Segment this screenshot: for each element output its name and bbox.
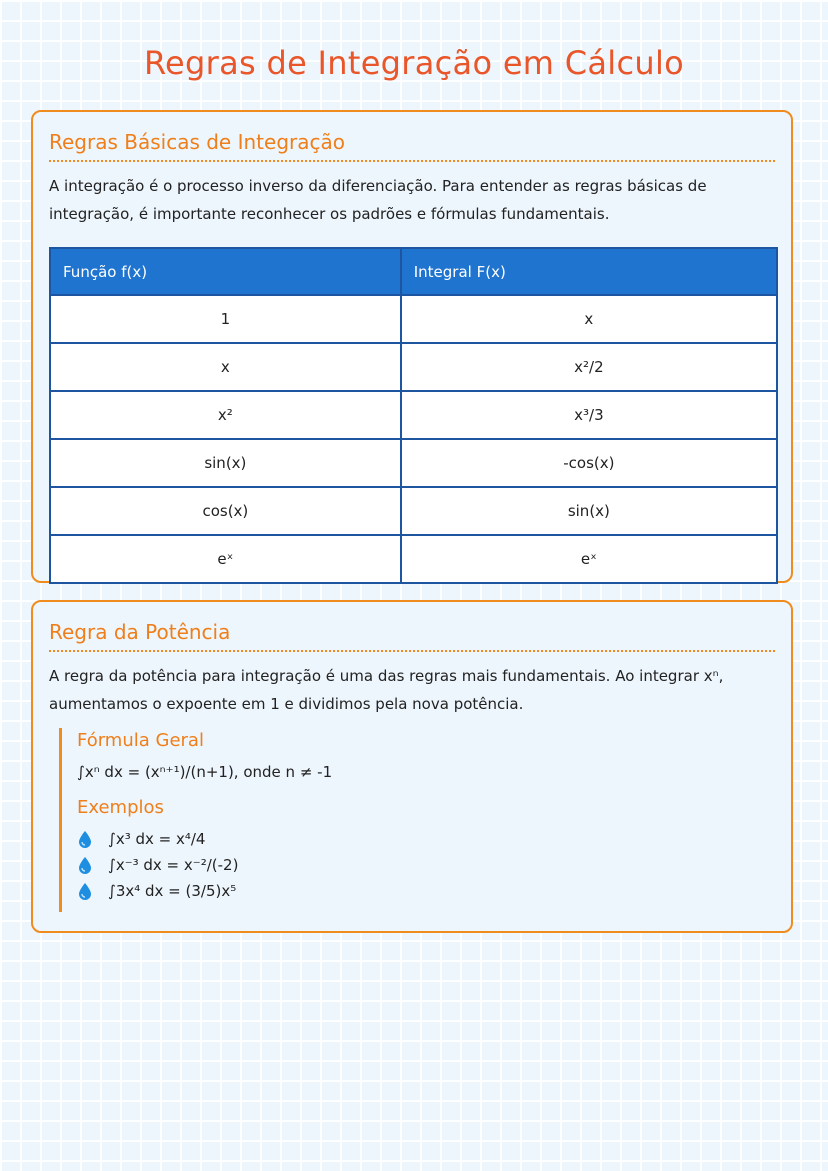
power-rule-card (31, 600, 793, 933)
basic-rules-heading: Regras Básicas de Integração (49, 130, 775, 162)
table-header-integral: Integral F(x) (401, 248, 777, 295)
table-cell-integral: eˣ (401, 535, 777, 583)
table-cell-integral: sin(x) (401, 487, 777, 535)
table-row (50, 439, 777, 487)
examples-section (59, 795, 775, 912)
basic-rules-text: A integração é o processo inverso da diferenciação. Para entender as regras básicas de integração, é importante reconhecer os padrões e fórmulas fundamentais. (49, 177, 707, 223)
formula-section (59, 728, 775, 795)
example-text: ∫x⁻³ dx = x⁻²/(-2) (108, 856, 239, 874)
table-header-function: Função f(x) (50, 248, 401, 295)
general-formula: ∫xⁿ dx = (xⁿ⁺¹)/(n+1), onde n ≠ -1 (77, 763, 333, 781)
basic-rules-card (31, 110, 793, 583)
table-cell-function: x² (50, 391, 401, 439)
list-item (77, 852, 775, 878)
example-text: ∫x³ dx = x⁴/4 (108, 830, 206, 848)
list-item (77, 826, 775, 852)
list-item (77, 878, 775, 904)
table-cell-function: cos(x) (50, 487, 401, 535)
example-text: ∫3x⁴ dx = (3/5)x⁵ (108, 882, 237, 900)
water-drop-icon (77, 830, 93, 848)
table-row (50, 487, 777, 535)
table-header-row (50, 248, 777, 295)
power-rule-text: A regra da potência para integração é uma das regras mais fundamentais. Ao integrar xⁿ, aumentamos o expoente em 1 e dividimos pela nova potência. (49, 667, 724, 713)
table-cell-integral: x²/2 (401, 343, 777, 391)
table-cell-function: sin(x) (50, 439, 401, 487)
table-cell-integral: x (401, 295, 777, 343)
table-row (50, 295, 777, 343)
table-row (50, 343, 777, 391)
page-title: Regras de Integração em Cálculo (143, 44, 685, 82)
table-cell-function: eˣ (50, 535, 401, 583)
water-drop-icon (77, 856, 93, 874)
table-cell-integral: -cos(x) (401, 439, 777, 487)
examples-list (77, 826, 775, 912)
table-cell-integral: x³/3 (401, 391, 777, 439)
examples-heading: Exemplos (77, 797, 164, 818)
table-cell-function: 1 (50, 295, 401, 343)
integration-table (49, 247, 778, 584)
formula-heading: Fórmula Geral (77, 730, 204, 751)
table-row (50, 391, 777, 439)
table-row (50, 535, 777, 583)
water-drop-icon (77, 882, 93, 900)
table-cell-function: x (50, 343, 401, 391)
power-rule-heading: Regra da Potência (49, 620, 775, 652)
